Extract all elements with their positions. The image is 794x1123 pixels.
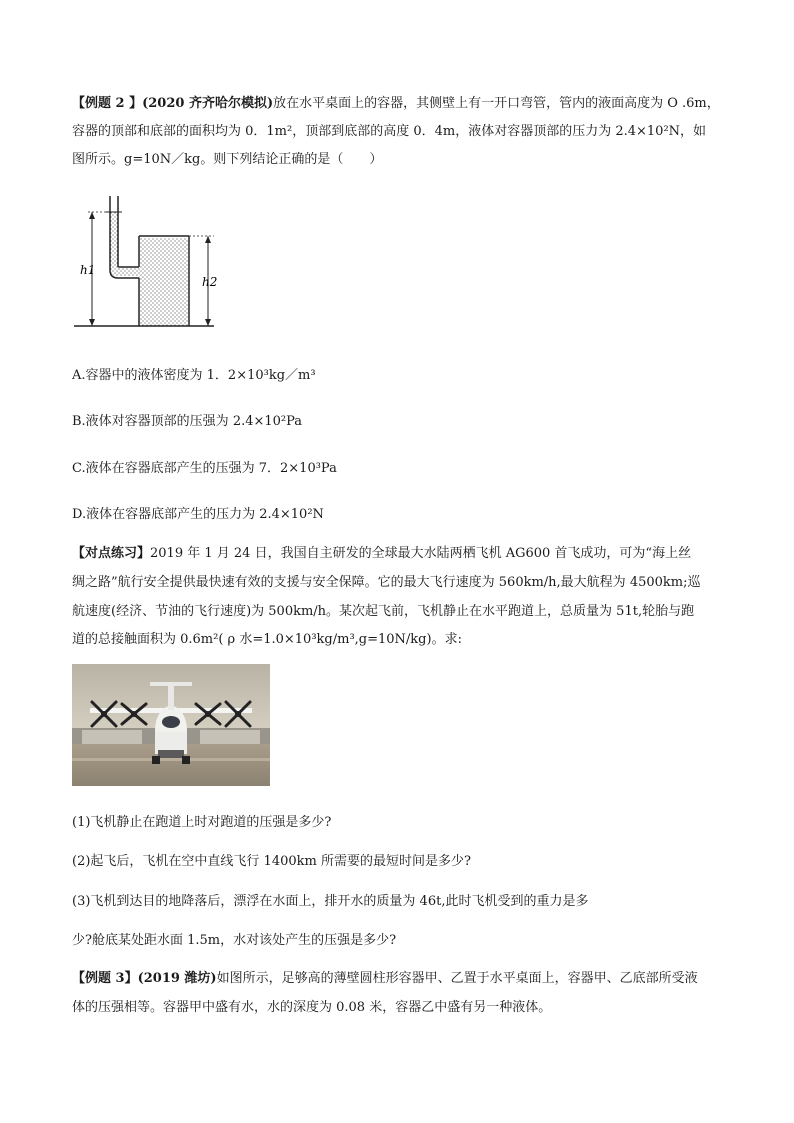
- example2-text1: 放在水平桌面上的容器，其侧壁上有一开口弯管，管内的液面高度为 O .6m，: [273, 96, 720, 111]
- example2-line3: 图所示。g=10N／kg。则下列结论正确的是（ ）: [72, 152, 383, 167]
- ag600-airplane-photo: [72, 664, 270, 786]
- practice-text1: 2019 年 1 月 24 日，我国自主研发的全球最大水陆两栖飞机 AG600 首飞成功，可为“海上丝: [150, 546, 692, 561]
- practice-line1: [72, 544, 691, 564]
- choice-d: D.液体在容器底部产生的压力为 2.4×10²N: [72, 507, 324, 522]
- question-3-line2: 少?舱底某处距水面 1.5m，水对该处产生的压强是多少?: [72, 933, 397, 948]
- practice-line4: 道的总接触面积为 0.6m²( ρ 水=1.0×10³kg/m³,g=10N/kg)。求:: [72, 632, 462, 647]
- h1-label: h1: [80, 263, 96, 277]
- container-figure: [74, 192, 234, 332]
- example3-text1: 如图所示，足够高的薄壁圆柱形容器甲、乙置于水平桌面上，容器甲、乙底部所受液: [216, 971, 698, 986]
- example2-tag: 【例题 2 】(2020 齐齐哈尔模拟): [72, 96, 274, 111]
- example3-line2: 体的压强相等。容器甲中盛有水，水的深度为 0.08 米，容器乙中盛有另一种液体。: [72, 1000, 552, 1015]
- container-liquid: [139, 238, 189, 326]
- tube-liquid: [110, 212, 118, 270]
- practice-line3: 航速度(经济、节油的飞行速度)为 500km/h。某次起飞前，飞机静止在水平跑道上，总质量为 51t,轮胎与跑: [72, 604, 695, 619]
- question-1: (1)飞机静止在跑道上时对跑道的压强是多少?: [72, 815, 332, 830]
- example2-line2: 容器的顶部和底部的面积均为 0．1m²，顶部到底部的高度 0．4m，液体对容器顶部的压力为 2.4×10²N，如: [72, 124, 707, 139]
- tube-inner-wall: [118, 196, 139, 267]
- practice-tag: 【对点练习】: [72, 546, 151, 561]
- example2-line1: [72, 94, 720, 114]
- example3-tag: 【例题 3】(2019 潍坊): [72, 971, 217, 986]
- h2-label: h2: [202, 275, 218, 289]
- practice-line2: 绸之路”航行安全提供最快速有效的支援与安全保障。它的最大飞行速度为 560km/h,最大航程为 4500km;巡: [72, 575, 701, 590]
- choice-a: A.容器中的液体密度为 1．2×10³kg／m³: [72, 368, 316, 383]
- choice-b: B.液体对容器顶部的压强为 2.4×10²Pa: [72, 414, 303, 429]
- example3-line1: [72, 969, 698, 989]
- choice-c: C.液体在容器底部产生的压强为 7．2×10³Pa: [72, 461, 337, 476]
- question-3-line1: (3)飞机到达目的地降落后，漂浮在水面上，排开水的质量为 46t,此时飞机受到的重力是多: [72, 894, 589, 909]
- question-2: (2)起飞后，飞机在空中直线飞行 1400km 所需要的最短时间是多少?: [72, 854, 471, 869]
